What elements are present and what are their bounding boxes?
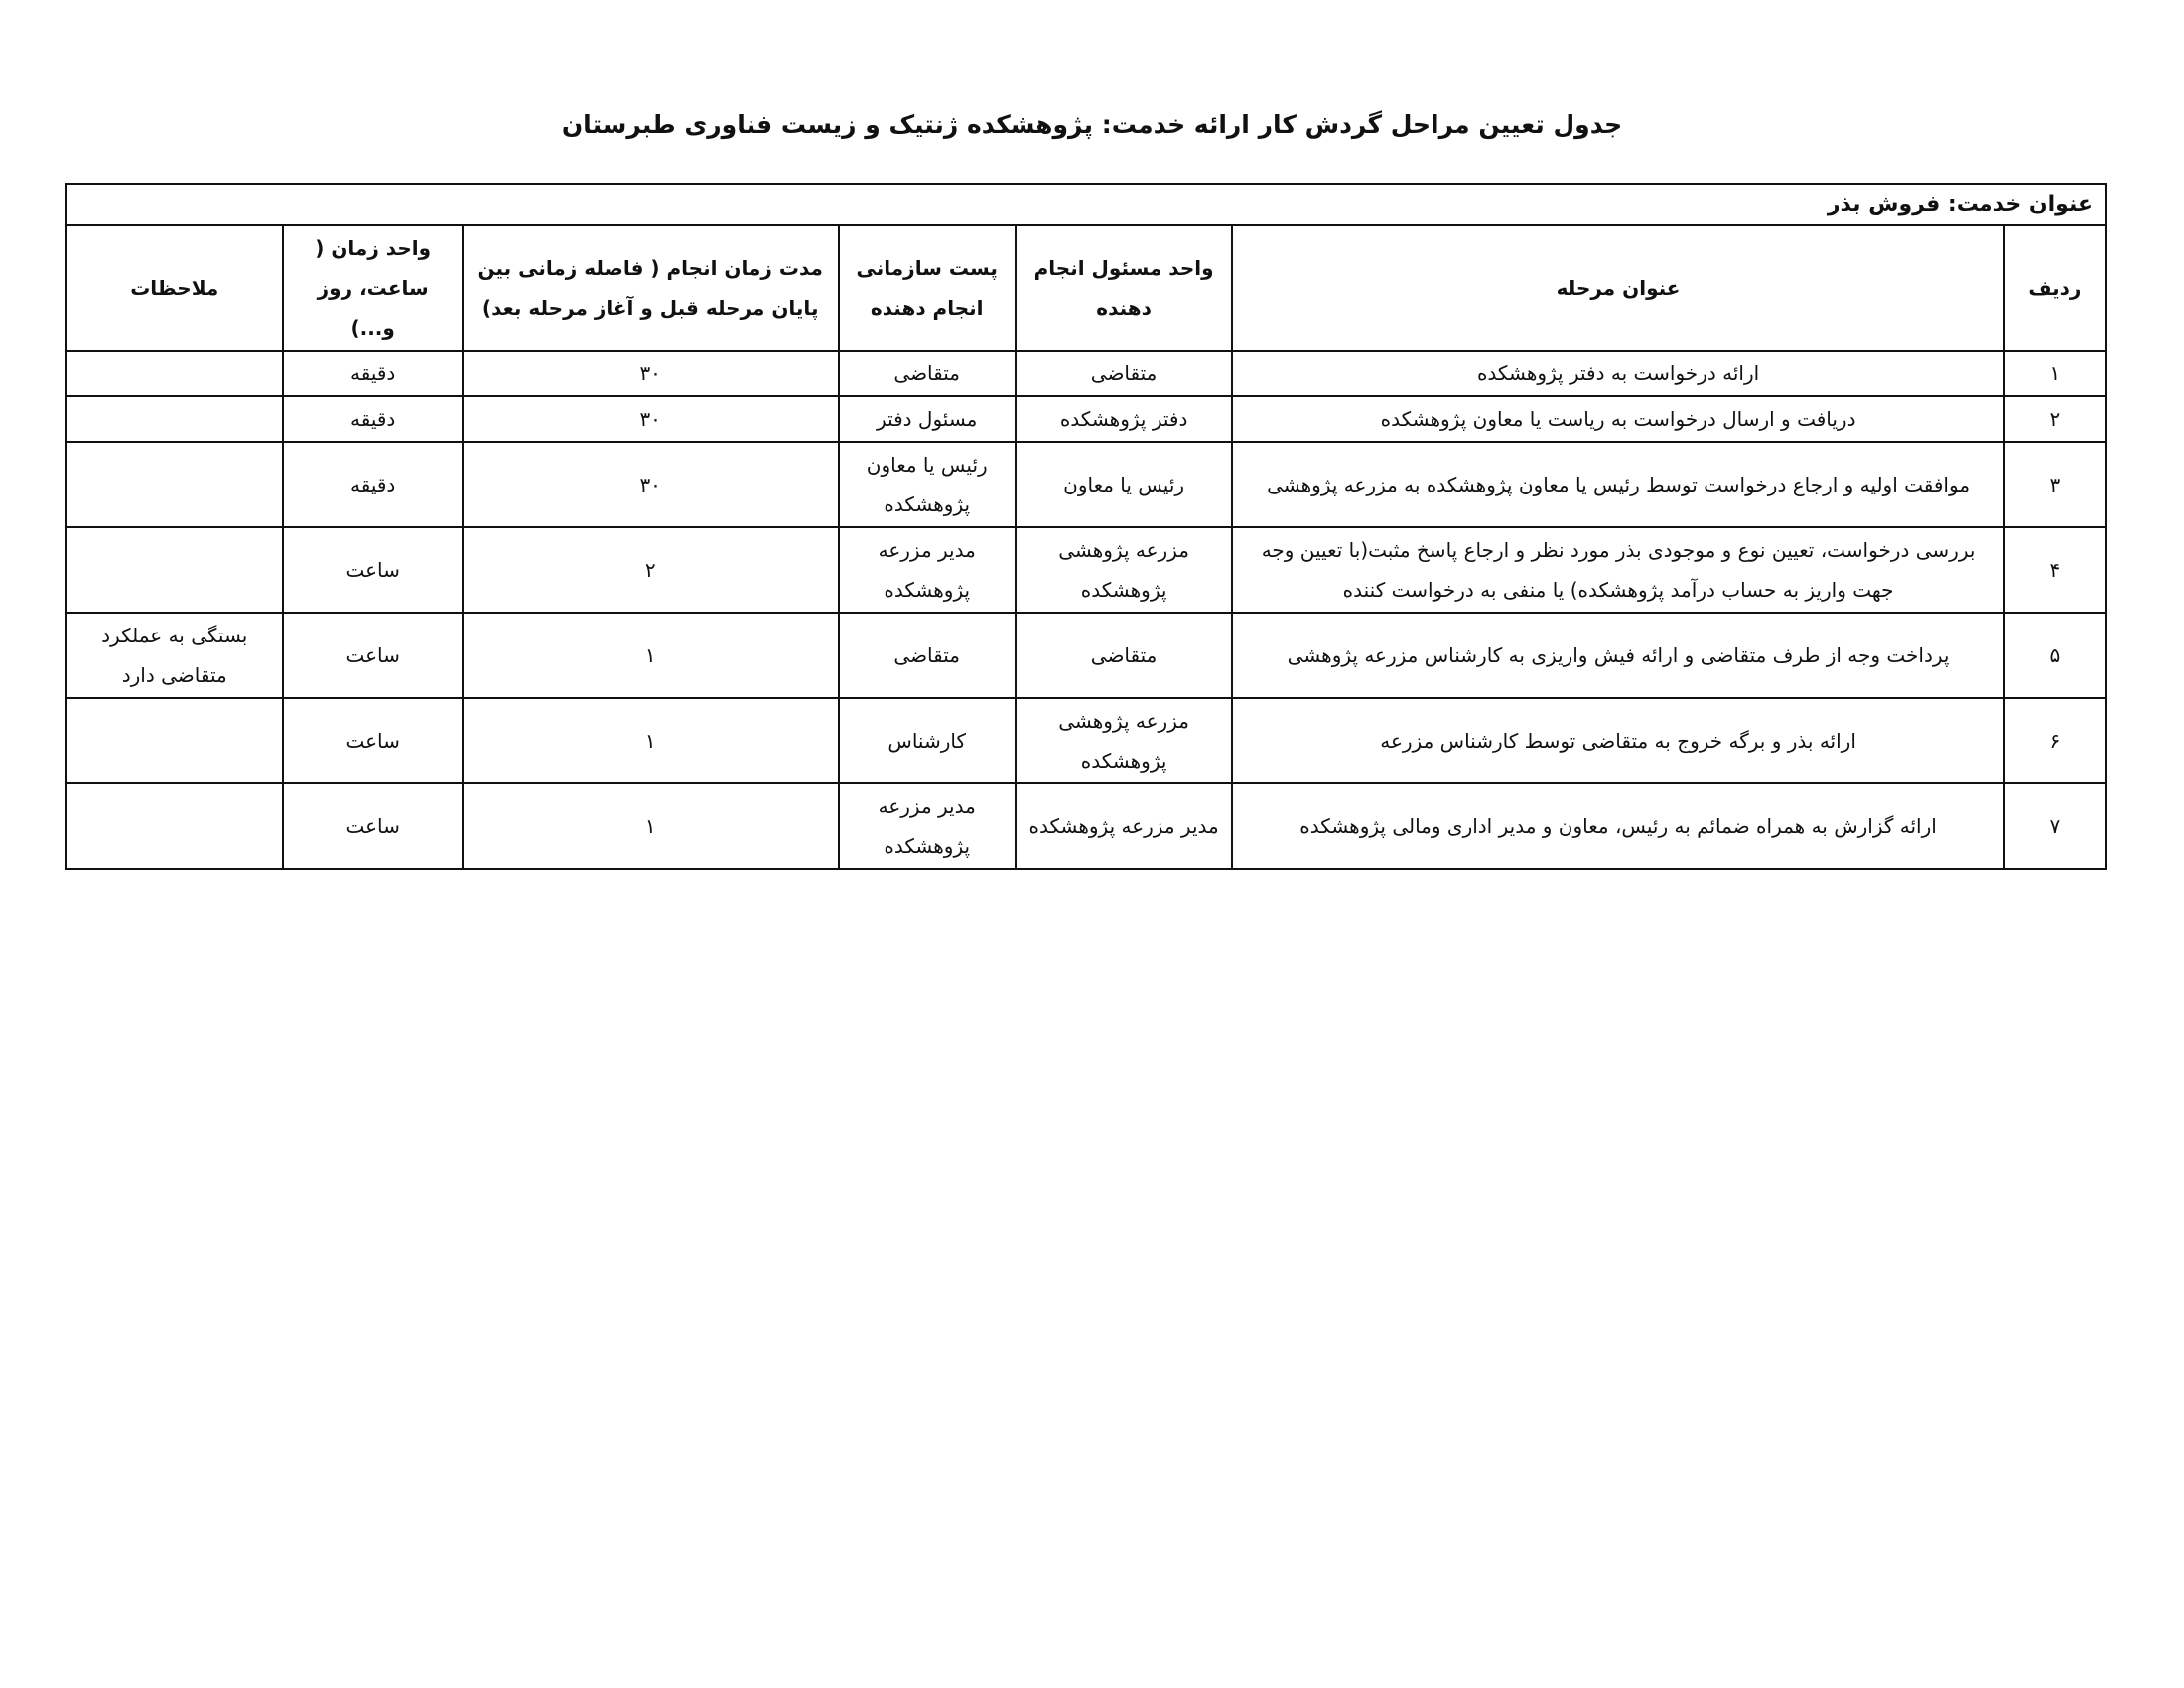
table-row (66, 698, 2106, 783)
time-unit: ساعت (283, 613, 462, 698)
time-unit: ساعت (283, 527, 462, 613)
notes (66, 698, 283, 783)
notes (66, 527, 283, 613)
position: متقاضی (839, 613, 1016, 698)
responsible-unit: رئیس یا معاون (1016, 442, 1232, 527)
row-number: ۴ (2004, 527, 2106, 613)
position: متقاضی (839, 351, 1016, 396)
step-title: بررسی درخواست، تعیین نوع و موجودی بذر مورد نظر و ارجاع پاسخ مثبت(با تعیین وجه جهت واریز به حساب درآمد پژوهشکده) یا منفی به درخواست کننده (1232, 527, 2004, 613)
duration: ۲ (463, 527, 839, 613)
duration: ۳۰ (463, 442, 839, 527)
row-number: ۶ (2004, 698, 2106, 783)
time-unit: ساعت (283, 698, 462, 783)
duration: ۱ (463, 613, 839, 698)
header-duration: مدت زمان انجام ( فاصله زمانی بین پایان مرحله قبل و آغاز مرحله بعد) (463, 225, 839, 351)
notes (66, 442, 283, 527)
time-unit: دقیقه (283, 351, 462, 396)
step-title: ارائه بذر و برگه خروج به متقاضی توسط کارشناس مزرعه (1232, 698, 2004, 783)
header-responsible-unit: واحد مسئول انجام دهنده (1016, 225, 1232, 351)
row-number: ۲ (2004, 396, 2106, 442)
position: کارشناس (839, 698, 1016, 783)
step-title: دریافت و ارسال درخواست به ریاست یا معاون پژوهشکده (1232, 396, 2004, 442)
time-unit: ساعت (283, 783, 462, 869)
row-number: ۵ (2004, 613, 2106, 698)
notes (66, 396, 283, 442)
responsible-unit: مدیر مزرعه پژوهشکده (1016, 783, 1232, 869)
position: رئیس یا معاون پژوهشکده (839, 442, 1016, 527)
row-number: ۳ (2004, 442, 2106, 527)
responsible-unit: متقاضی (1016, 613, 1232, 698)
header-position: پست سازمانی انجام دهنده (839, 225, 1016, 351)
header-notes: ملاحظات (66, 225, 283, 351)
page-title: جدول تعیین مراحل گردش کار ارائه خدمت: پژوهشکده ژنتیک و زیست فناوری طبرستان (561, 110, 1623, 139)
step-title: ارائه درخواست به دفتر پژوهشکده (1232, 351, 2004, 396)
responsible-unit: مزرعه پژوهشی پژوهشکده (1016, 527, 1232, 613)
table-row (66, 783, 2106, 869)
notes (66, 783, 283, 869)
duration: ۳۰ (463, 351, 839, 396)
position: مسئول دفتر (839, 396, 1016, 442)
table-row (66, 613, 2106, 698)
step-title: موافقت اولیه و ارجاع درخواست توسط رئیس یا معاون پژوهشکده به مزرعه پژوهشی (1232, 442, 2004, 527)
time-unit: دقیقه (283, 442, 462, 527)
header-row-number: ردیف (2004, 225, 2106, 351)
workflow-table (65, 183, 2107, 870)
position: مدیر مزرعه پژوهشکده (839, 783, 1016, 869)
table-row (66, 351, 2106, 396)
notes: بستگی به عملکرد متقاضی دارد (66, 613, 283, 698)
table-row (66, 442, 2106, 527)
step-title: پرداخت وجه از طرف متقاضی و ارائه فیش واریزی به کارشناس مزرعه پژوهشی (1232, 613, 2004, 698)
notes (66, 351, 283, 396)
service-title-row (66, 184, 2106, 225)
service-title: عنوان خدمت: فروش بذر (66, 184, 2106, 225)
step-title: ارائه گزارش به همراه ضمائم به رئیس، معاون و مدیر اداری ومالی پژوهشکده (1232, 783, 2004, 869)
table-row (66, 396, 2106, 442)
responsible-unit: متقاضی (1016, 351, 1232, 396)
duration: ۱ (463, 783, 839, 869)
time-unit: دقیقه (283, 396, 462, 442)
duration: ۱ (463, 698, 839, 783)
table-header-row (66, 225, 2106, 351)
header-time-unit: واحد زمان ( ساعت، روز و...) (283, 225, 462, 351)
position: مدیر مزرعه پژوهشکده (839, 527, 1016, 613)
row-number: ۷ (2004, 783, 2106, 869)
table-row (66, 527, 2106, 613)
duration: ۳۰ (463, 396, 839, 442)
header-step-title: عنوان مرحله (1232, 225, 2004, 351)
responsible-unit: مزرعه پژوهشی پژوهشکده (1016, 698, 1232, 783)
row-number: ۱ (2004, 351, 2106, 396)
responsible-unit: دفتر پژوهشکده (1016, 396, 1232, 442)
